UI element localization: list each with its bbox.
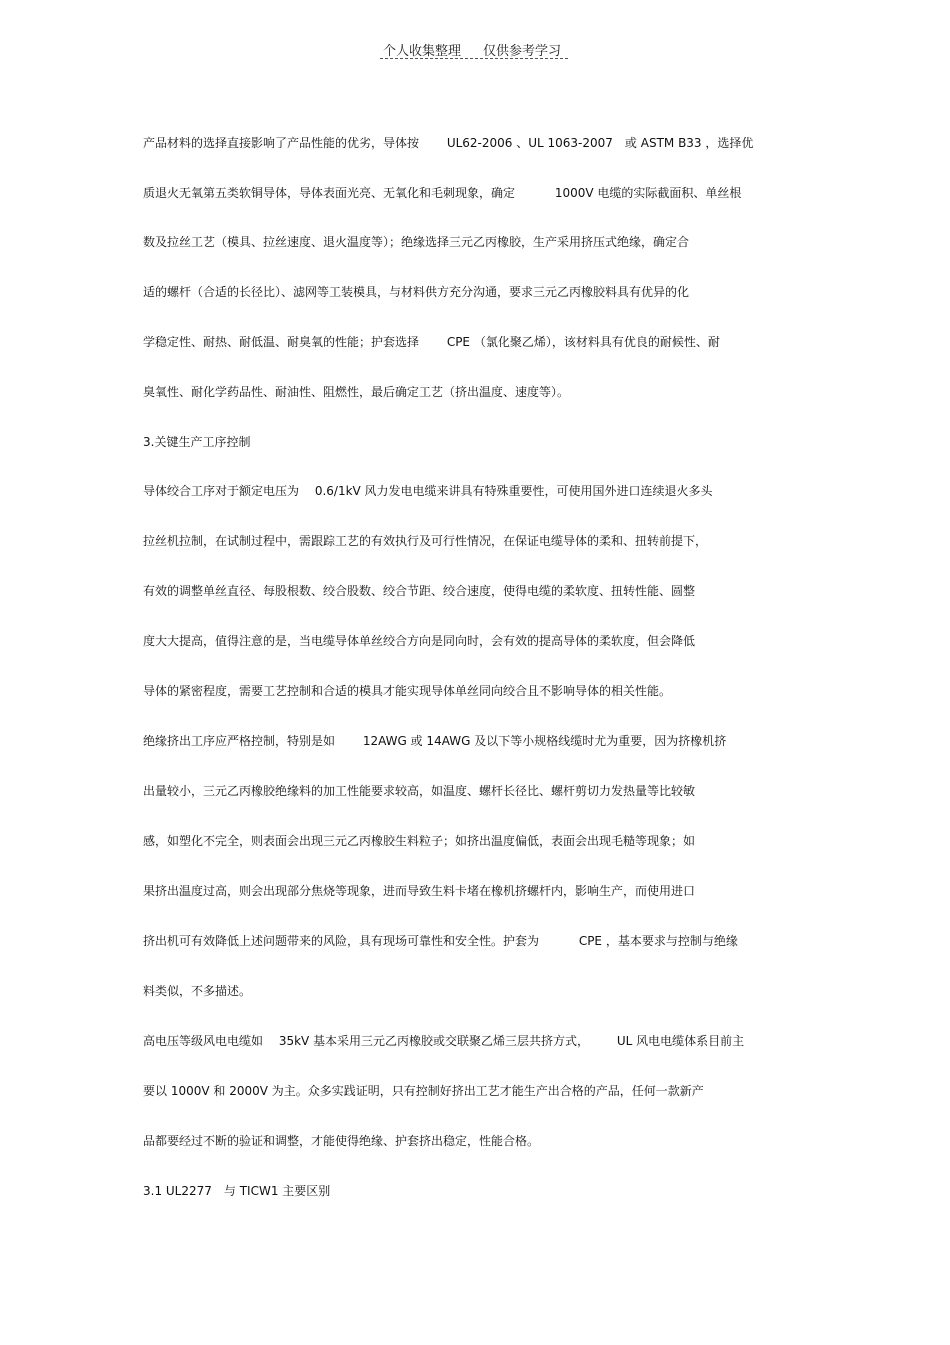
paragraph-line: 产品材料的选择直接影响了产品性能的优劣，导体按 UL62-2006 、UL 1063-2007 或 ASTM B33 ，选择优 <box>143 136 754 150</box>
page-header <box>380 38 568 60</box>
paragraph-line: 适的螺杆（合适的长径比）、滤网等工装模具，与材料供方充分沟通，要求三元乙丙橡胶料具有优异的化 <box>143 285 690 299</box>
header-right-text: 仅供参考学习 <box>483 44 562 59</box>
header-left-text: 个人收集整理 <box>383 44 462 59</box>
paragraph-line: 导体绞合工序对于额定电压为 0.6/1kV 风力发电电缆来讲具有特殊重要性，可使用国外进口连续退火多头 <box>143 484 713 498</box>
paragraph-line: 数及拉丝工艺（模具、拉丝速度、退火温度等）；绝缘选择三元乙丙橡胶，生产采用挤压式绝缘，确定合 <box>143 235 690 249</box>
paragraph-line: 品都要经过不断的验证和调整，才能使得绝缘、护套挤出稳定，性能合格。 <box>143 1134 540 1148</box>
paragraph-line: 果挤出温度过高，则会出现部分焦烧等现象，进而导致生料卡堵在橡机挤螺杆内，影响生产，而使用进口 <box>143 884 696 898</box>
paragraph-line: 挤出机可有效降低上述问题带来的风险，具有现场可靠性和安全性。护套为 CPE ，基本要求与控制与绝缘 <box>143 934 738 948</box>
paragraph-line: 度大大提高，值得注意的是，当电缆导体单丝绞合方向是同向时，会有效的提高导体的柔软度，但会降低 <box>143 634 696 648</box>
paragraph-line: 高电压等级风电电缆如 35kV 基本采用三元乙丙橡胶或交联聚乙烯三层共挤方式， UL 风电电缆体系目前主 <box>143 1034 745 1048</box>
paragraph-line: 导体的紧密程度，需要工艺控制和合适的模具才能实现导体单丝同向绞合且不影响导体的相关性能。 <box>143 684 672 698</box>
paragraph-line: 绝缘挤出工序应严格控制，特别是如 12AWG 或 14AWG 及以下等小规格线缆时尤为重要，因为挤橡机挤 <box>143 734 727 748</box>
section-heading: 3.1 UL2277 与 TICW1 主要区别 <box>143 1184 331 1198</box>
paragraph-line: 质退火无氧第五类软铜导体，导体表面光亮、无氧化和毛刺现象，确定 1000V 电缆的实际截面积、单丝根 <box>143 186 742 200</box>
paragraph-line: 有效的调整单丝直径、每股根数、绞合股数、绞合节距、绞合速度，使得电缆的柔软度、扭转性能、圆整 <box>143 584 696 598</box>
paragraph-line: 料类似，不多描述。 <box>143 984 252 998</box>
paragraph-line: 感，如塑化不完全，则表面会出现三元乙丙橡胶生料粒子；如挤出温度偏低，表面会出现毛糙等现象；如 <box>143 834 696 848</box>
section-heading: 3.关键生产工序控制 <box>143 435 251 449</box>
paragraph-line: 学稳定性、耐热、耐低温、耐臭氧的性能；护套选择 CPE （氯化聚乙烯），该材料具有优良的耐候性、耐 <box>143 335 720 349</box>
paragraph-line: 出量较小，三元乙丙橡胶绝缘料的加工性能要求较高，如温度、螺杆长径比、螺杆剪切力发热量等比较敏 <box>143 784 696 798</box>
paragraph-line: 拉丝机拉制，在试制过程中，需跟踪工艺的有效执行及可行性情况，在保证电缆导体的柔和、扭转前提下， <box>143 534 708 548</box>
paragraph-line: 要以 1000V 和 2000V 为主。众多实践证明，只有控制好挤出工艺才能生产出合格的产品，任何一款新产 <box>143 1084 704 1098</box>
header-dashed-rule <box>380 58 568 59</box>
paragraph-line: 臭氧性、耐化学药品性、耐油性、阻燃性，最后确定工艺（挤出温度、速度等）。 <box>143 385 570 399</box>
